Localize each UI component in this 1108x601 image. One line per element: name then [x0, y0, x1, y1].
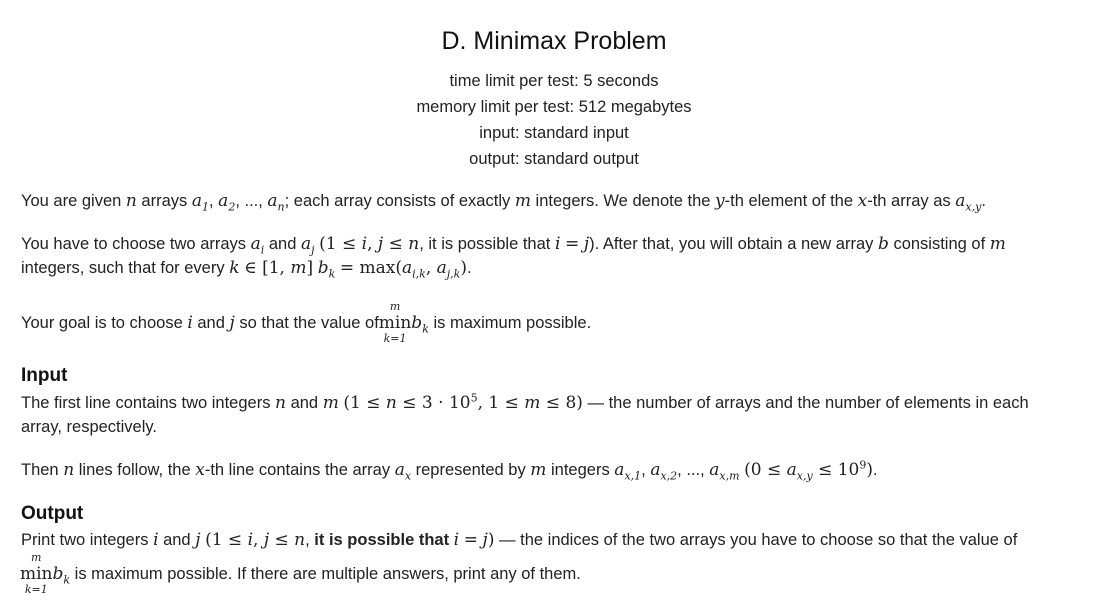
text-span: -th array as — [867, 192, 956, 210]
math: $a_x$ — [394, 460, 412, 483]
problem-title: D. Minimax Problem — [441, 27, 667, 55]
text-span: array, respectively. — [21, 418, 158, 436]
min-operator: m min k=1 — [378, 300, 412, 345]
statement-paragraph-3 — [21, 300, 1094, 346]
memory-limit: memory limit per test: 512 megabytes — [416, 98, 692, 116]
input-paragraph-2: Then n lines follow, the x-th line contains the array $a_x$ represented by m integers $a_{x,1}$, $a_{x,2}$, ..., $a_{x,m}$ $(0 \le a_{x,y} \le 10^9)$. — [21, 458, 878, 483]
math: n — [63, 460, 75, 480]
text-span: and — [264, 235, 301, 253]
math: ∈ [1, m] — [244, 258, 314, 278]
output-paragraph-1: Print two integers i and j (1 ≤ i, j ≤ n, it is possible that i = j) — the indices of the two arrays you have to choose so that the value of — [21, 530, 1018, 550]
math: x — [857, 191, 868, 211]
text-span: and — [286, 394, 323, 412]
text-span: integers, such that for every — [21, 259, 230, 277]
math: $(0 \le a_{x,y} \le 10^9)$ — [744, 458, 874, 483]
statement-paragraph-1: You are given n arrays $a_1$, $a_2$, ..., $a_n$; each array consists of exactly m integers. We denote the y-th element of the x-th array as $a_{x,y}$. — [21, 191, 986, 214]
input-file: input: standard input — [479, 124, 629, 142]
text-span: is maximum possible. — [428, 314, 592, 332]
math: m — [989, 234, 1006, 254]
math: k — [229, 258, 240, 278]
math: $a_{x,y}$ — [955, 191, 982, 214]
text-span: integers. We denote the — [530, 192, 716, 210]
text-span: so that the value of — [234, 314, 379, 332]
math: $a_{x,2}$ — [650, 460, 678, 483]
math: m — [530, 460, 547, 480]
min-operator: m min k=1 — [20, 551, 53, 596]
text-span: and — [158, 531, 196, 549]
math: i — [554, 234, 561, 254]
text-span: Print two integers — [21, 531, 154, 549]
problem-header — [0, 0, 1108, 172]
text-span: represented by — [411, 461, 531, 479]
text-span: and — [192, 314, 230, 332]
math: (1 ≤ i, j ≤ n — [205, 530, 306, 550]
bold-text: it is possible that — [314, 531, 450, 549]
math: $a_i$ — [250, 234, 265, 257]
math: n — [275, 393, 286, 413]
text-span: — the number of arrays and the number of elements in each — [582, 394, 1029, 412]
math: j — [195, 530, 201, 550]
text-span: The first line contains two integers — [21, 394, 276, 412]
math: j — [583, 234, 590, 254]
text-span: You are given — [21, 192, 126, 210]
math: j — [229, 313, 235, 333]
math: $a_n$ — [267, 191, 285, 214]
math: $b_k$ — [317, 258, 336, 281]
math: = — [564, 234, 580, 254]
math: x — [195, 460, 205, 480]
math: = — [463, 530, 478, 550]
math: $a_2$ — [218, 191, 236, 214]
text-span: — the indices of the two arrays you have to choose so that the value of — [494, 531, 1018, 549]
text-span: is maximum possible. If there are multiple answers, print any of them. — [70, 565, 581, 583]
text-span: You have to choose two arrays — [21, 235, 251, 253]
text-span: -th element of the — [724, 192, 858, 210]
input-paragraph-1 — [21, 391, 1094, 439]
text-span: Your goal is to choose — [21, 314, 188, 332]
text-span: -th line contains the array — [204, 461, 395, 479]
math: i — [153, 530, 159, 550]
math: b — [877, 234, 889, 254]
math: i — [453, 530, 460, 550]
math: $a_{x,m}$ — [709, 460, 740, 483]
text-span: arrays — [136, 192, 192, 210]
text-span: integers — [546, 461, 615, 479]
text-span: , it is possible that — [419, 235, 555, 253]
text-span: ; each array consists of exactly — [284, 192, 515, 210]
text-span: lines follow, the — [74, 461, 196, 479]
math: ) — [487, 530, 495, 550]
math: = $\max(a_{i,k}$, $a_{j,k}$) — [339, 258, 467, 281]
math: j — [482, 530, 488, 550]
math: $a_1$ — [191, 191, 209, 214]
text-span — [21, 311, 379, 335]
math: i — [187, 313, 193, 333]
statement-paragraph-2: You have to choose two arrays $a_i$ and $a_j$ (1 ≤ i, j ≤ n, it is possible that i = j). After that, you will obtain a new array b consisting of m integers, such that for every k ∈ [1, m] $b_k = \max(a_{i,k}$, $a_{j,k}$). — [21, 234, 1006, 281]
math: ($1 \le n \le 3 \cdot 10^5$, 1 ≤ m ≤ 8) — [343, 391, 583, 413]
math: n — [125, 191, 137, 211]
output-paragraph-2 — [21, 551, 1094, 597]
output-heading: Output — [21, 503, 84, 524]
time-limit: time limit per test: 5 seconds — [449, 72, 659, 90]
text-span: ). After that, you will obtain a new array — [589, 235, 878, 253]
math: m — [322, 393, 339, 413]
text-span: consisting of — [888, 235, 990, 253]
math: (1 ≤ i, j ≤ n — [319, 234, 420, 254]
math: m — [514, 191, 531, 211]
input-heading: Input — [21, 365, 68, 386]
math: y — [715, 191, 725, 211]
math: $a_{x,1}$ — [614, 460, 642, 483]
math: $b_k$ — [52, 564, 71, 587]
output-file: output: standard output — [469, 150, 639, 168]
math: $b_k$ — [411, 313, 429, 336]
text-span: Then — [21, 461, 64, 479]
math: $a_j$ — [301, 234, 315, 257]
